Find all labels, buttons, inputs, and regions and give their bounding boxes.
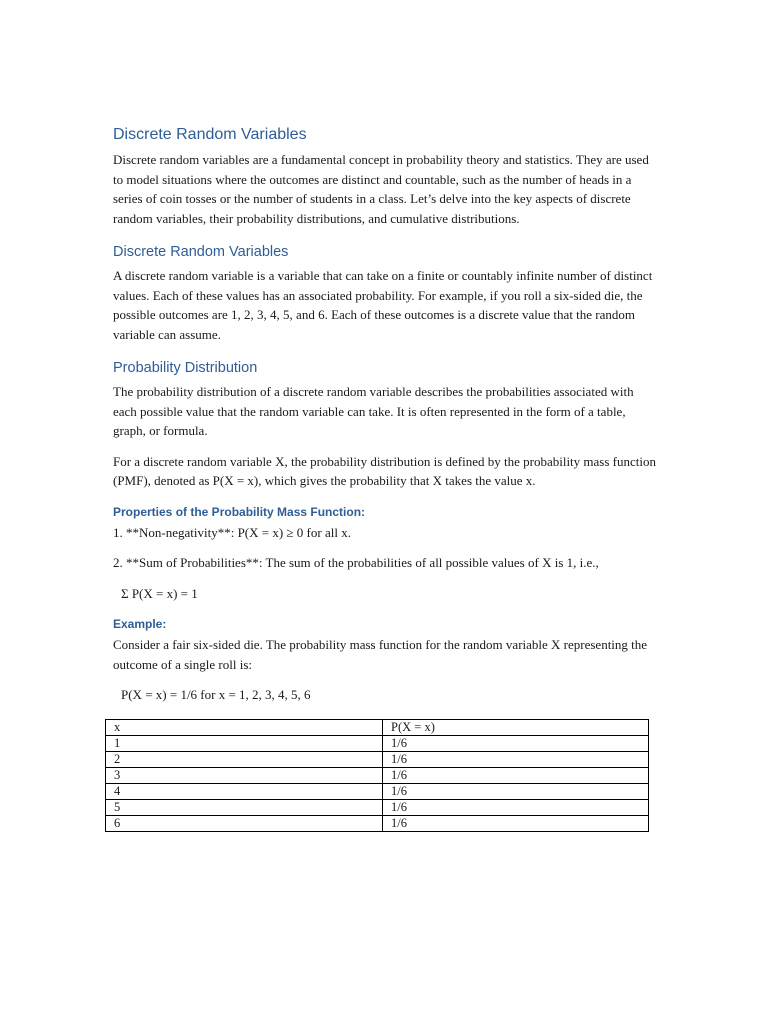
table-cell-x: 1 (106, 735, 383, 751)
table-cell-x: 3 (106, 767, 383, 783)
pmf-table (105, 719, 649, 832)
table-cell-x: 2 (106, 751, 383, 767)
sum-formula: Σ P(X = x) = 1 (121, 585, 198, 601)
page-title: Discrete Random Variables (113, 126, 307, 143)
probability-distribution-paragraph-2: For a discrete random variable X, the probability distribution is defined by the probability mass function (PMF), denoted as P(X = x), which gives the probability that X takes the value x. (113, 453, 656, 488)
table-row (106, 815, 649, 831)
table-header-row (106, 719, 649, 735)
properties-heading: Properties of the Probability Mass Function: (113, 504, 366, 519)
table-row (106, 751, 649, 767)
table-cell-probability: 1/6 (383, 735, 649, 751)
table-cell-x: 6 (106, 815, 383, 831)
intro-paragraph: Discrete random variables are a fundamental concept in probability theory and statistics. They are used to model situations where the outcomes are distinct and countable, such as the number of heads in a series of coin tosses or the number of students in a class. Let’s delve into the key aspects of discrete random variables, their probability distributions, and cumulative distributions. (113, 152, 649, 226)
table-header-cell: P(X = x) (383, 719, 649, 735)
example-formula: P(X = x) = 1/6 for x = 1, 2, 3, 4, 5, 6 (121, 687, 311, 702)
table-cell-probability: 1/6 (383, 815, 649, 831)
section-heading-discrete-random-variables: Discrete Random Variables (113, 244, 289, 260)
table-cell-probability: 1/6 (383, 751, 649, 767)
document-page (113, 124, 658, 832)
property-item-sum: 2. **Sum of Probabilities**: The sum of the probabilities of all possible values of X is 1, i.e., (113, 555, 599, 570)
example-paragraph: Consider a fair six-sided die. The probability mass function for the random variable X representing the outcome of a single roll is: (113, 637, 648, 672)
table-row (106, 783, 649, 799)
table-cell-x: 5 (106, 799, 383, 815)
property-item-non-negativity: 1. **Non-negativity**: P(X = x) ≥ 0 for all x. (113, 524, 351, 540)
table-cell-probability: 1/6 (383, 783, 649, 799)
table-row (106, 799, 649, 815)
section-discrete-random-variables-body: A discrete random variable is a variable that can take on a finite or countably infinite number of distinct values. Each of these values has an associated probability. For example, if you roll a six-sided die, the possible outcomes are 1, 2, 3, 4, 5, and 6. Each of these outcomes is a discrete value that the random variable can assume. (113, 268, 653, 342)
table-cell-x: 4 (106, 783, 383, 799)
table-cell-probability: 1/6 (383, 799, 649, 815)
table-row (106, 767, 649, 783)
table-cell-probability: 1/6 (383, 767, 649, 783)
probability-distribution-paragraph-1: The probability distribution of a discrete random variable describes the probabilities associated with each possible value that the random variable can take. It is often represented in the form of a table, graph, or formula. (113, 384, 634, 438)
table-row (106, 735, 649, 751)
table-header-cell: x (106, 719, 383, 735)
example-heading: Example: (113, 617, 167, 631)
section-heading-probability-distribution: Probability Distribution (113, 360, 258, 376)
